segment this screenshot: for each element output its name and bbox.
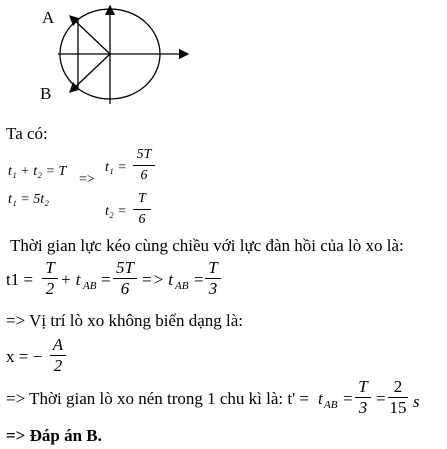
five-t-denominator: 6 — [120, 279, 130, 298]
half-period-fraction — [42, 259, 58, 298]
equation-ratio: t₁ = 5t₂ — [8, 192, 49, 207]
t1-lhs: t₁ = — [105, 160, 127, 175]
t2-denominator: 6 — [138, 212, 146, 227]
t3-numerator: T — [358, 377, 368, 396]
half-denominator: 2 — [45, 279, 55, 298]
sentence-undeformed-position: => Vị trí lò xo không biến dạng là: — [6, 311, 244, 330]
t-ab-3: t — [318, 389, 323, 408]
x-fraction — [50, 336, 66, 375]
t1-numerator: 5T — [136, 147, 152, 162]
sentence-force-direction: Thời gian lực kéo cùng chiều với lực đàn hồi của lò xo là: — [10, 236, 404, 255]
x-denominator: 2 — [53, 356, 63, 375]
equation-sum: t₁ + t₂ = T — [8, 164, 67, 179]
third-denominator: 3 — [208, 279, 218, 298]
third-period-fraction — [205, 259, 221, 298]
arrow-t-ab: => t — [141, 270, 173, 289]
sentence-compression-time: => Thời gian lò xo nén trong 1 chu kì là: t' = — [6, 389, 310, 408]
t1-denominator: 6 — [140, 168, 148, 183]
answer-line: => Đáp án B. — [6, 426, 102, 445]
t3-fraction — [355, 378, 371, 417]
equals-3: = — [343, 389, 353, 408]
result-denominator: 15 — [389, 398, 407, 417]
intro-text: Ta có: — [6, 124, 48, 143]
sub-ab-3: AB — [324, 399, 338, 411]
t1-fraction — [133, 146, 155, 185]
vector-a — [70, 16, 110, 54]
sub-ab-2: AB — [175, 280, 189, 292]
sub-ab-1: AB — [83, 280, 97, 292]
t2-lhs: t₂ = — [105, 204, 127, 219]
phase-circle-diagram — [40, 0, 200, 112]
half-numerator: T — [45, 258, 55, 277]
vector-b — [70, 54, 110, 92]
point-label-a: A — [42, 8, 55, 27]
t2-numerator: T — [138, 191, 146, 206]
implies-arrow: => — [79, 172, 95, 187]
equals-1: = — [101, 270, 111, 289]
point-label-b: B — [40, 84, 52, 103]
result-numerator: 2 — [393, 377, 403, 396]
plus-t-ab: + t — [60, 270, 81, 289]
equals-2: = — [194, 270, 204, 289]
equals-4: = — [376, 389, 386, 408]
five-t-fraction — [113, 259, 137, 298]
five-t-numerator: 5T — [116, 258, 134, 277]
unit-seconds: s — [413, 392, 420, 411]
t3-denominator: 3 — [358, 398, 368, 417]
x-equals: x = − — [6, 347, 43, 366]
result-fraction — [388, 378, 408, 417]
third-numerator: T — [208, 258, 218, 277]
t1-label: t1 = — [6, 270, 34, 289]
t2-fraction — [133, 190, 151, 229]
x-numerator: A — [52, 335, 64, 354]
